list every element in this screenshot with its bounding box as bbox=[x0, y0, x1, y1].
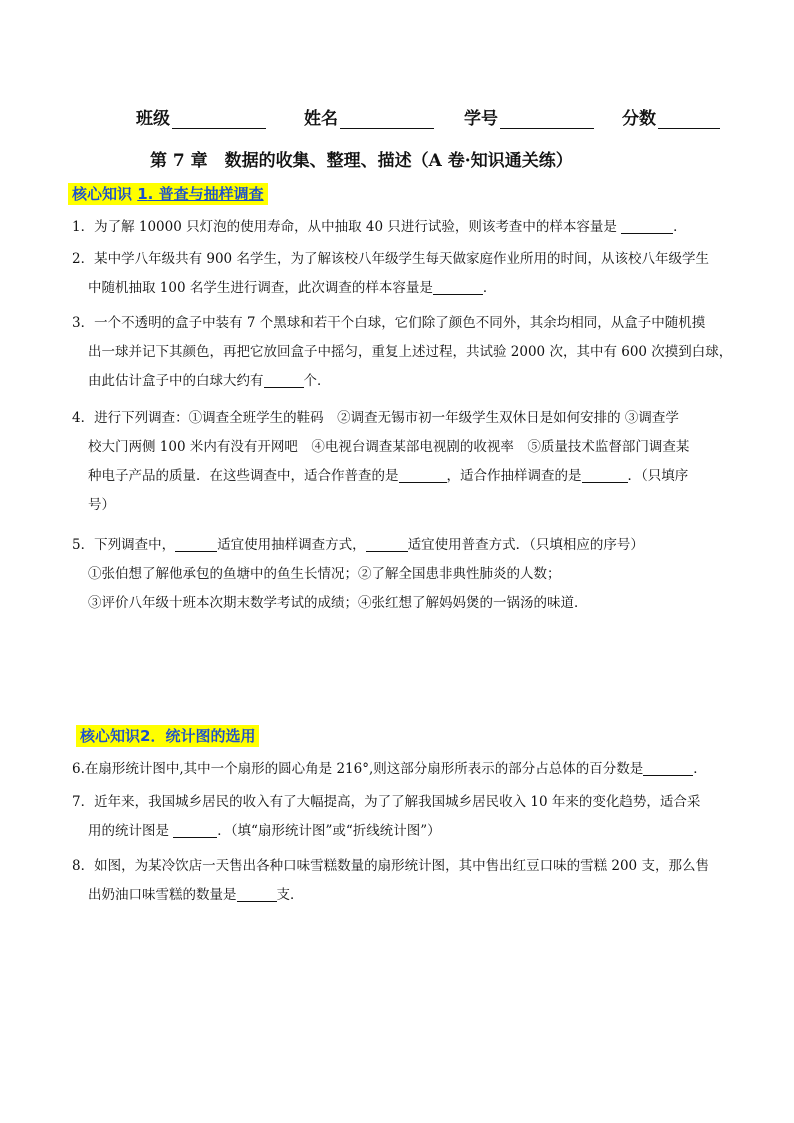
q4-line-2: 校大门两侧 100 米内有没有开网吧 ④电视台调查某部电视剧的收视率 ⑤质量技术监督部门调查某 bbox=[88, 439, 690, 455]
q3-line-1: 3．一个不透明的盒子中装有 7 个黑球和若干个白球，它们除了颜色不同外，其余均相同，从盒子中随机摸 bbox=[72, 315, 706, 331]
student-id-blank[interactable] bbox=[500, 110, 594, 129]
q4-line-1: 4．进行下列调查：①调查全班学生的鞋码 ②调查无锡市初一年级学生双休日是如何安排的 ③调查学 bbox=[72, 410, 679, 426]
question-4 bbox=[72, 404, 734, 520]
question-8 bbox=[72, 852, 734, 910]
q2-line-2-end: ． bbox=[482, 280, 497, 296]
question-3 bbox=[72, 309, 734, 396]
question-7 bbox=[72, 788, 734, 846]
chapter-title: 第 7 章 数据的收集、整理、描述（A 卷·知识通关练） bbox=[150, 151, 573, 171]
q8-line-2-end: 支． bbox=[276, 887, 304, 903]
question-2 bbox=[72, 245, 734, 303]
q5-line-1-end: 适宜使用普查方式．（只填相应的序号） bbox=[407, 537, 644, 553]
q6-text-end: ． bbox=[693, 761, 707, 777]
class-label: 班级 bbox=[136, 109, 170, 129]
q4-line-4: 号） bbox=[88, 497, 115, 513]
section-heading-1 bbox=[68, 183, 268, 205]
q8-line-1: 8．如图，为某冷饮店一天售出各种口味雪糕数量的扇形统计图，其中售出红豆口味的雪糕 200 支，那么售 bbox=[72, 858, 709, 874]
q8-line-2: 出奶油口味雪糕的数量是 bbox=[88, 887, 237, 903]
q7-answer-blank[interactable] bbox=[173, 821, 217, 838]
q7-line-2-end: ．（填“扇形统计图”或“折线统计图”） bbox=[217, 823, 441, 839]
score-label: 分数 bbox=[622, 109, 656, 129]
q4-sampling-blank[interactable] bbox=[582, 466, 628, 483]
q5-census-blank[interactable] bbox=[366, 535, 408, 552]
question-1 bbox=[72, 213, 734, 242]
q5-line-3: ③评价八年级十班本次期末数学考试的成绩；④张红想了解妈妈煲的一锅汤的味道． bbox=[88, 595, 588, 611]
question-6 bbox=[72, 755, 734, 784]
name-field bbox=[304, 104, 434, 129]
q3-answer-blank[interactable] bbox=[264, 371, 304, 388]
q5-line-2: ①张伯想了解他承包的鱼塘中的鱼生长情况；②了解全国患非典性肺炎的人数； bbox=[88, 566, 561, 582]
q4-line-3: 种电子产品的质量．在这些调查中，适合作普查的是 bbox=[88, 468, 399, 484]
class-blank[interactable] bbox=[172, 110, 266, 129]
q4-line-3-end: ．（只填序 bbox=[627, 468, 689, 484]
q1-answer-blank[interactable] bbox=[621, 217, 673, 234]
student-id-field bbox=[464, 104, 594, 129]
q8-answer-blank[interactable] bbox=[237, 885, 277, 902]
name-label: 姓名 bbox=[304, 109, 338, 129]
class-field bbox=[136, 104, 266, 129]
score-blank[interactable] bbox=[658, 110, 720, 129]
q6-text: 6.在扇形统计图中,其中一个扇形的圆心角是 216°,则这部分扇形所表示的部分占总体的百分数是 bbox=[72, 761, 644, 777]
section-1-number: 1 bbox=[137, 185, 148, 203]
q6-answer-blank[interactable] bbox=[643, 759, 693, 776]
section-1-title: . 普查与抽样调查 bbox=[147, 185, 264, 203]
section-heading-2 bbox=[76, 725, 259, 747]
q1-text: 1．为了解 10000 只灯泡的使用寿命，从中抽取 40 只进行试验，则该考查中的样本容量是 bbox=[72, 219, 622, 235]
section-2-number: 2 bbox=[140, 727, 151, 745]
question-5 bbox=[72, 531, 734, 618]
section-2-prefix: 核心知识 bbox=[80, 727, 141, 745]
q7-line-2: 用的统计图是 bbox=[88, 823, 174, 839]
q5-sampling-blank[interactable] bbox=[175, 535, 217, 552]
q3-line-3: 由此估计盒子中的白球大约有 bbox=[88, 373, 264, 389]
q4-census-blank[interactable] bbox=[399, 466, 447, 483]
student-info-line bbox=[136, 104, 726, 132]
section-2-title: ．统计图的选用 bbox=[150, 727, 256, 745]
q5-line-1-mid: 适宜使用抽样调查方式， bbox=[217, 537, 366, 553]
section-1-prefix: 核心知识 bbox=[72, 185, 138, 203]
student-id-label: 学号 bbox=[464, 109, 498, 129]
q5-line-1-start: 5．下列调查中， bbox=[72, 537, 176, 553]
q1-text-end: ． bbox=[673, 219, 687, 235]
q2-line-2: 中随机抽取 100 名学生进行调查，此次调查的样本容量是 bbox=[88, 280, 433, 296]
q3-line-2: 出一球并记下其颜色，再把它放回盒子中摇匀，重复上述过程，共试验 2000 次，其中有 600 次摸到白球， bbox=[88, 344, 733, 360]
score-field bbox=[622, 104, 720, 129]
q4-line-3-mid: ，适合作抽样调查的是 bbox=[446, 468, 582, 484]
q7-line-1: 7．近年来，我国城乡居民的收入有了大幅提高，为了了解我国城乡居民收入 10 年来的变化趋势，适合采 bbox=[72, 794, 701, 810]
q3-line-3-end: 个． bbox=[303, 373, 331, 389]
q2-line-1: 2．某中学八年级共有 900 名学生，为了解该校八年级学生每天做家庭作业所用的时间，从该校八年级学生 bbox=[72, 251, 709, 267]
name-blank[interactable] bbox=[340, 110, 434, 129]
q2-answer-blank[interactable] bbox=[433, 278, 483, 295]
